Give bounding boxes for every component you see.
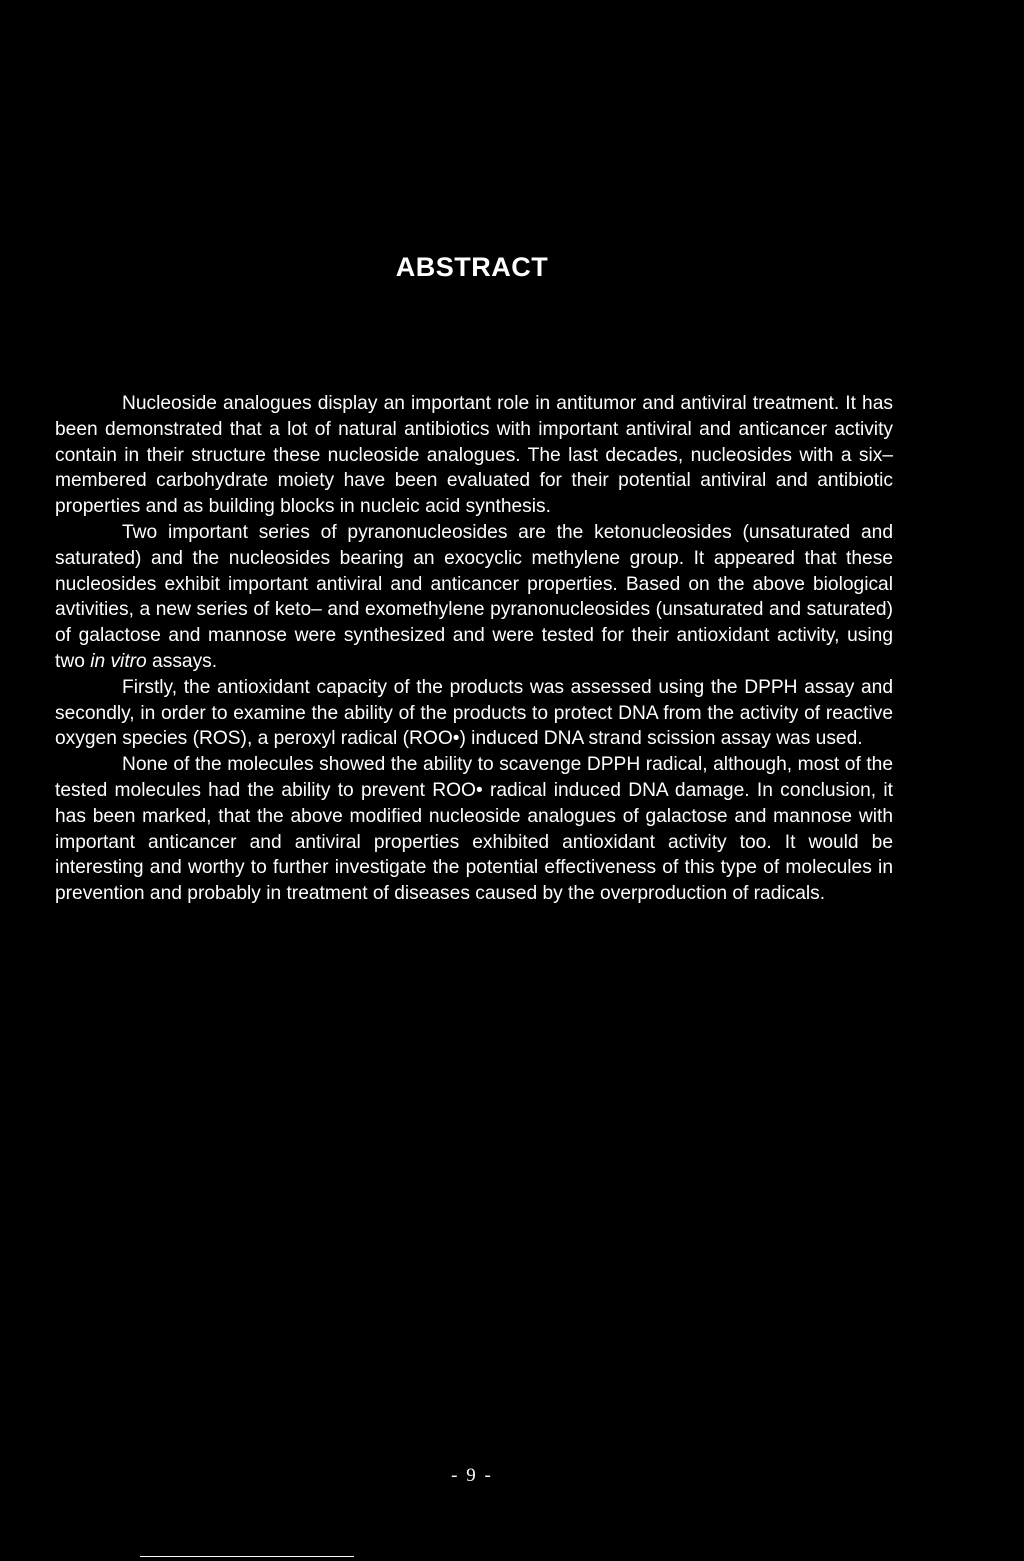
abstract-body — [55, 391, 893, 907]
page-number: - 9 - — [451, 1465, 493, 1486]
paragraph-4 — [55, 752, 893, 907]
paragraph-1-text: Nucleoside analogues display an important role in antitumor and antiviral treatment. It has been demonstrated that a lot of natural antibiotics with important antiviral and anticancer activity contain in their structure these nucleoside analogues. The last decades, nucleosides with a six–membered carbohydrate moiety have been evaluated for their potential antiviral and antibiotic properties and as building blocks in nucleic acid synthesis. — [55, 393, 893, 518]
paragraph-3-text: Firstly, the antioxidant capacity of the products was assessed using the DPPH assay and secondly, in order to examine the ability of the products to protect DNA from the activity of reactive oxygen species (ROS), a peroxyl radical (ROO•) induced DNA strand scission assay was used. — [55, 676, 893, 750]
paragraph-3 — [55, 675, 893, 752]
paragraph-4-text: None of the molecules showed the ability to scavenge DPPH radical, although, most of the tested molecules had the ability to prevent ROO• radical induced DNA damage. In conclusion, it has been marked, that the above modified nucleoside analogues of galactose and mannose with important anticancer and antiviral properties exhibited antioxidant activity too. It would be interesting and worthy to further investigate the potential effectiveness of this type of molecules in prevention and probably in treatment of diseases caused by the overproduction of radicals. — [55, 754, 893, 905]
paragraph-2-text-end: assays. — [146, 650, 218, 672]
in-vitro-term: in vitro — [90, 650, 147, 672]
footer-divider — [140, 1556, 354, 1557]
paragraph-2 — [55, 520, 893, 675]
paragraph-1 — [55, 391, 893, 520]
abstract-heading: ABSTRACT — [395, 252, 549, 282]
paragraph-2-text: Two important series of pyranonucleosides are the ketonucleosides (unsaturated and saturated) and the nucleosides bearing an exocyclic methylene group. It appeared that these nucleosides exhibit important antiviral and anticancer properties. Based on the above biological avtivities, a new series of keto– and exomethylene pyranonucleosides (unsaturated and saturated) of galactose and mannose were synthesized and were tested for their antioxidant activity, using two — [55, 521, 893, 672]
